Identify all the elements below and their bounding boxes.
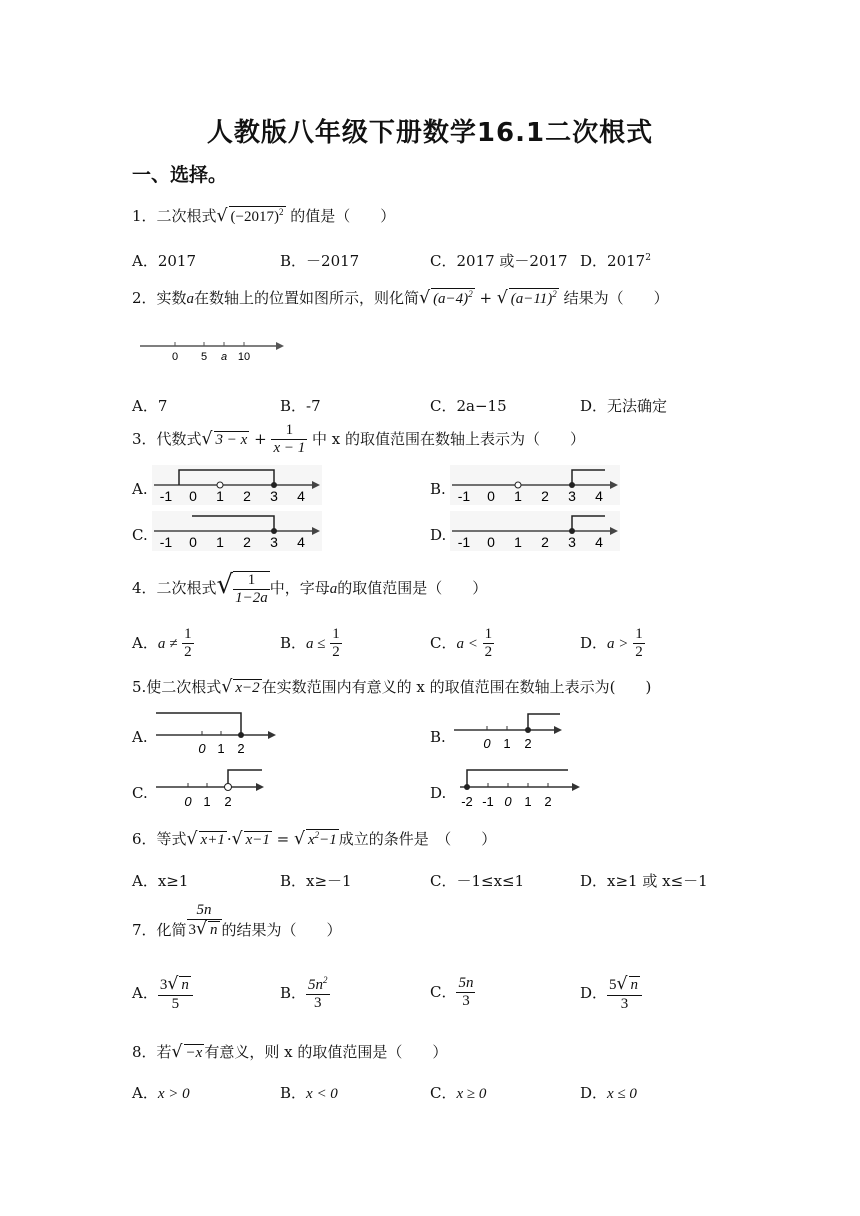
question-5: 5.使二次根式√ x−2 在实数范围内有意义的 x 的取值范围在数轴上表示为( ) xyxy=(132,677,652,697)
q8-option-d[interactable]: D．x ≤ 0 xyxy=(580,1084,637,1102)
q1-option-c[interactable]: C．2017 或－2017 xyxy=(430,252,568,270)
q8-option-b[interactable]: B．x < 0 xyxy=(280,1084,338,1102)
q5-option-d[interactable]: D. xyxy=(430,784,447,802)
svg-text:4: 4 xyxy=(297,488,305,504)
svg-text:-1: -1 xyxy=(159,534,173,550)
question-4: 4．二次根式√ $\frac{1}{1-2a}$ 中，字母a的取值范围是（ ） xyxy=(132,570,488,606)
svg-text:0: 0 xyxy=(198,741,206,756)
q6-option-c[interactable]: C．－1≤x≤1 xyxy=(430,872,525,890)
q3-option-b[interactable]: B. xyxy=(430,480,446,498)
q4-option-a[interactable]: A．a ≠ $\frac{1}{2}$ xyxy=(132,626,192,661)
svg-text:1: 1 xyxy=(217,741,225,756)
svg-text:1: 1 xyxy=(216,534,224,550)
q1-option-a[interactable]: A．2017 xyxy=(132,252,197,270)
svg-text:0: 0 xyxy=(487,534,495,550)
q6-option-d[interactable]: D．x≥1 或 x≤－1 xyxy=(580,872,708,890)
svg-text:0: 0 xyxy=(504,794,512,809)
svg-text:-2: -2 xyxy=(461,794,473,809)
q5-number-line-c xyxy=(152,765,282,815)
svg-text:2: 2 xyxy=(541,534,549,550)
svg-text:0: 0 xyxy=(483,736,491,751)
svg-text:1: 1 xyxy=(524,794,532,809)
q5-option-c[interactable]: C. xyxy=(132,784,148,802)
q2-tick-a: a xyxy=(220,351,228,363)
question-7: 7．化简 $\frac{5n}{3√ n}$ 的结果为（ ） xyxy=(132,902,342,940)
svg-text:1: 1 xyxy=(203,794,211,809)
svg-text:4: 4 xyxy=(595,534,603,550)
svg-text:2: 2 xyxy=(541,488,549,504)
q5-number-line-d xyxy=(450,765,590,815)
q3-option-a[interactable]: A. xyxy=(132,480,148,498)
q6-option-b[interactable]: B．x≥－1 xyxy=(280,872,352,890)
q6-option-a[interactable]: A．x≥1 xyxy=(132,872,189,890)
q1-option-d[interactable]: D．2017$^2$ xyxy=(580,252,651,270)
q2-option-d[interactable]: D．无法确定 xyxy=(580,397,668,415)
q1-radicand: $(-2017)^2$ xyxy=(230,207,284,225)
svg-text:-1: -1 xyxy=(159,488,173,504)
q4-option-d[interactable]: D．a > $\frac{1}{2}$ xyxy=(580,626,643,661)
svg-text:2: 2 xyxy=(224,794,232,809)
q5-number-line-a xyxy=(152,708,282,758)
svg-text:2: 2 xyxy=(243,488,251,504)
svg-text:1: 1 xyxy=(514,534,522,550)
question-1: 1．二次根式√ $(-2017)^2$ 的值是（ ） xyxy=(132,206,396,226)
svg-text:0: 0 xyxy=(189,534,197,550)
q8-option-a[interactable]: A．x > 0 xyxy=(132,1084,190,1102)
q1-post: 的值是（ ） xyxy=(290,207,396,225)
q2-tick-5: 5 xyxy=(200,351,208,363)
svg-text:3: 3 xyxy=(270,488,278,504)
q2-tick-0: 0 xyxy=(171,351,179,363)
question-2: 2．实数a在数轴上的位置如图所示，则化简√ $(a-4)^2$ + √ $(a-11)^2$ 结果为（ ） xyxy=(132,288,669,308)
svg-text:2: 2 xyxy=(544,794,552,809)
q3-number-line-c xyxy=(152,511,322,551)
question-3: 3．代数式√ 3 − x + $\frac{1}{x - 1}$ 中 x 的取值范围在数轴上表示为（ ） xyxy=(132,422,585,457)
q2-option-c[interactable]: C．2a−15 xyxy=(430,397,507,415)
q4-option-c[interactable]: C．a < $\frac{1}{2}$ xyxy=(430,626,493,661)
svg-text:-1: -1 xyxy=(482,794,494,809)
question-8: 8．若√ −x 有意义，则 x 的取值范围是（ ） xyxy=(132,1042,448,1062)
svg-text:2: 2 xyxy=(243,534,251,550)
svg-text:4: 4 xyxy=(595,488,603,504)
q7-option-d[interactable]: D． $\frac{5√ n}{3}$ xyxy=(580,975,642,1013)
svg-text:-1: -1 xyxy=(457,488,471,504)
q3-number-line-d xyxy=(450,511,620,551)
q8-option-c[interactable]: C．x ≥ 0 xyxy=(430,1084,487,1102)
q2-tick-10: 10 xyxy=(237,351,251,363)
svg-text:2: 2 xyxy=(524,736,532,751)
svg-text:3: 3 xyxy=(270,534,278,550)
q2-number-line xyxy=(138,335,288,365)
q3-option-c[interactable]: C. xyxy=(132,526,148,544)
svg-text:1: 1 xyxy=(216,488,224,504)
svg-text:0: 0 xyxy=(487,488,495,504)
q7-option-a[interactable]: A． $\frac{3√ n}{5}$ xyxy=(132,975,193,1013)
svg-text:1: 1 xyxy=(503,736,511,751)
svg-text:1: 1 xyxy=(514,488,522,504)
q1-text: 1．二次根式 xyxy=(132,207,217,225)
svg-text:0: 0 xyxy=(189,488,197,504)
q5-number-line-b xyxy=(450,708,580,758)
page-title: 人教版八年级下册数学16.1二次根式 xyxy=(206,118,654,148)
q3-number-line-b xyxy=(450,465,620,505)
q3-number-line-a xyxy=(152,465,322,505)
q2-option-a[interactable]: A．7 xyxy=(132,397,168,415)
q4-option-b[interactable]: B．a ≤ $\frac{1}{2}$ xyxy=(280,626,340,661)
q1-option-b[interactable]: B．－2017 xyxy=(280,252,360,270)
svg-text:3: 3 xyxy=(568,534,576,550)
q5-option-b[interactable]: B. xyxy=(430,728,446,746)
svg-text:3: 3 xyxy=(568,488,576,504)
svg-text:-1: -1 xyxy=(457,534,471,550)
q7-option-c[interactable]: C． $\frac{5n}{3}$ xyxy=(430,975,474,1010)
q7-option-b[interactable]: B． $\frac{5n^2}{3}$ xyxy=(280,975,328,1012)
q5-option-a[interactable]: A. xyxy=(132,728,148,746)
svg-text:4: 4 xyxy=(297,534,305,550)
section-heading: 一、选择。 xyxy=(132,164,228,186)
q3-option-d[interactable]: D. xyxy=(430,526,447,544)
q2-option-b[interactable]: B．-7 xyxy=(280,397,321,415)
svg-text:2: 2 xyxy=(237,741,245,756)
svg-text:0: 0 xyxy=(184,794,192,809)
question-6: 6．等式√ x+1 ·√ x−1 = √ $x^2-1$ 成立的条件是 （ ） xyxy=(132,829,497,849)
